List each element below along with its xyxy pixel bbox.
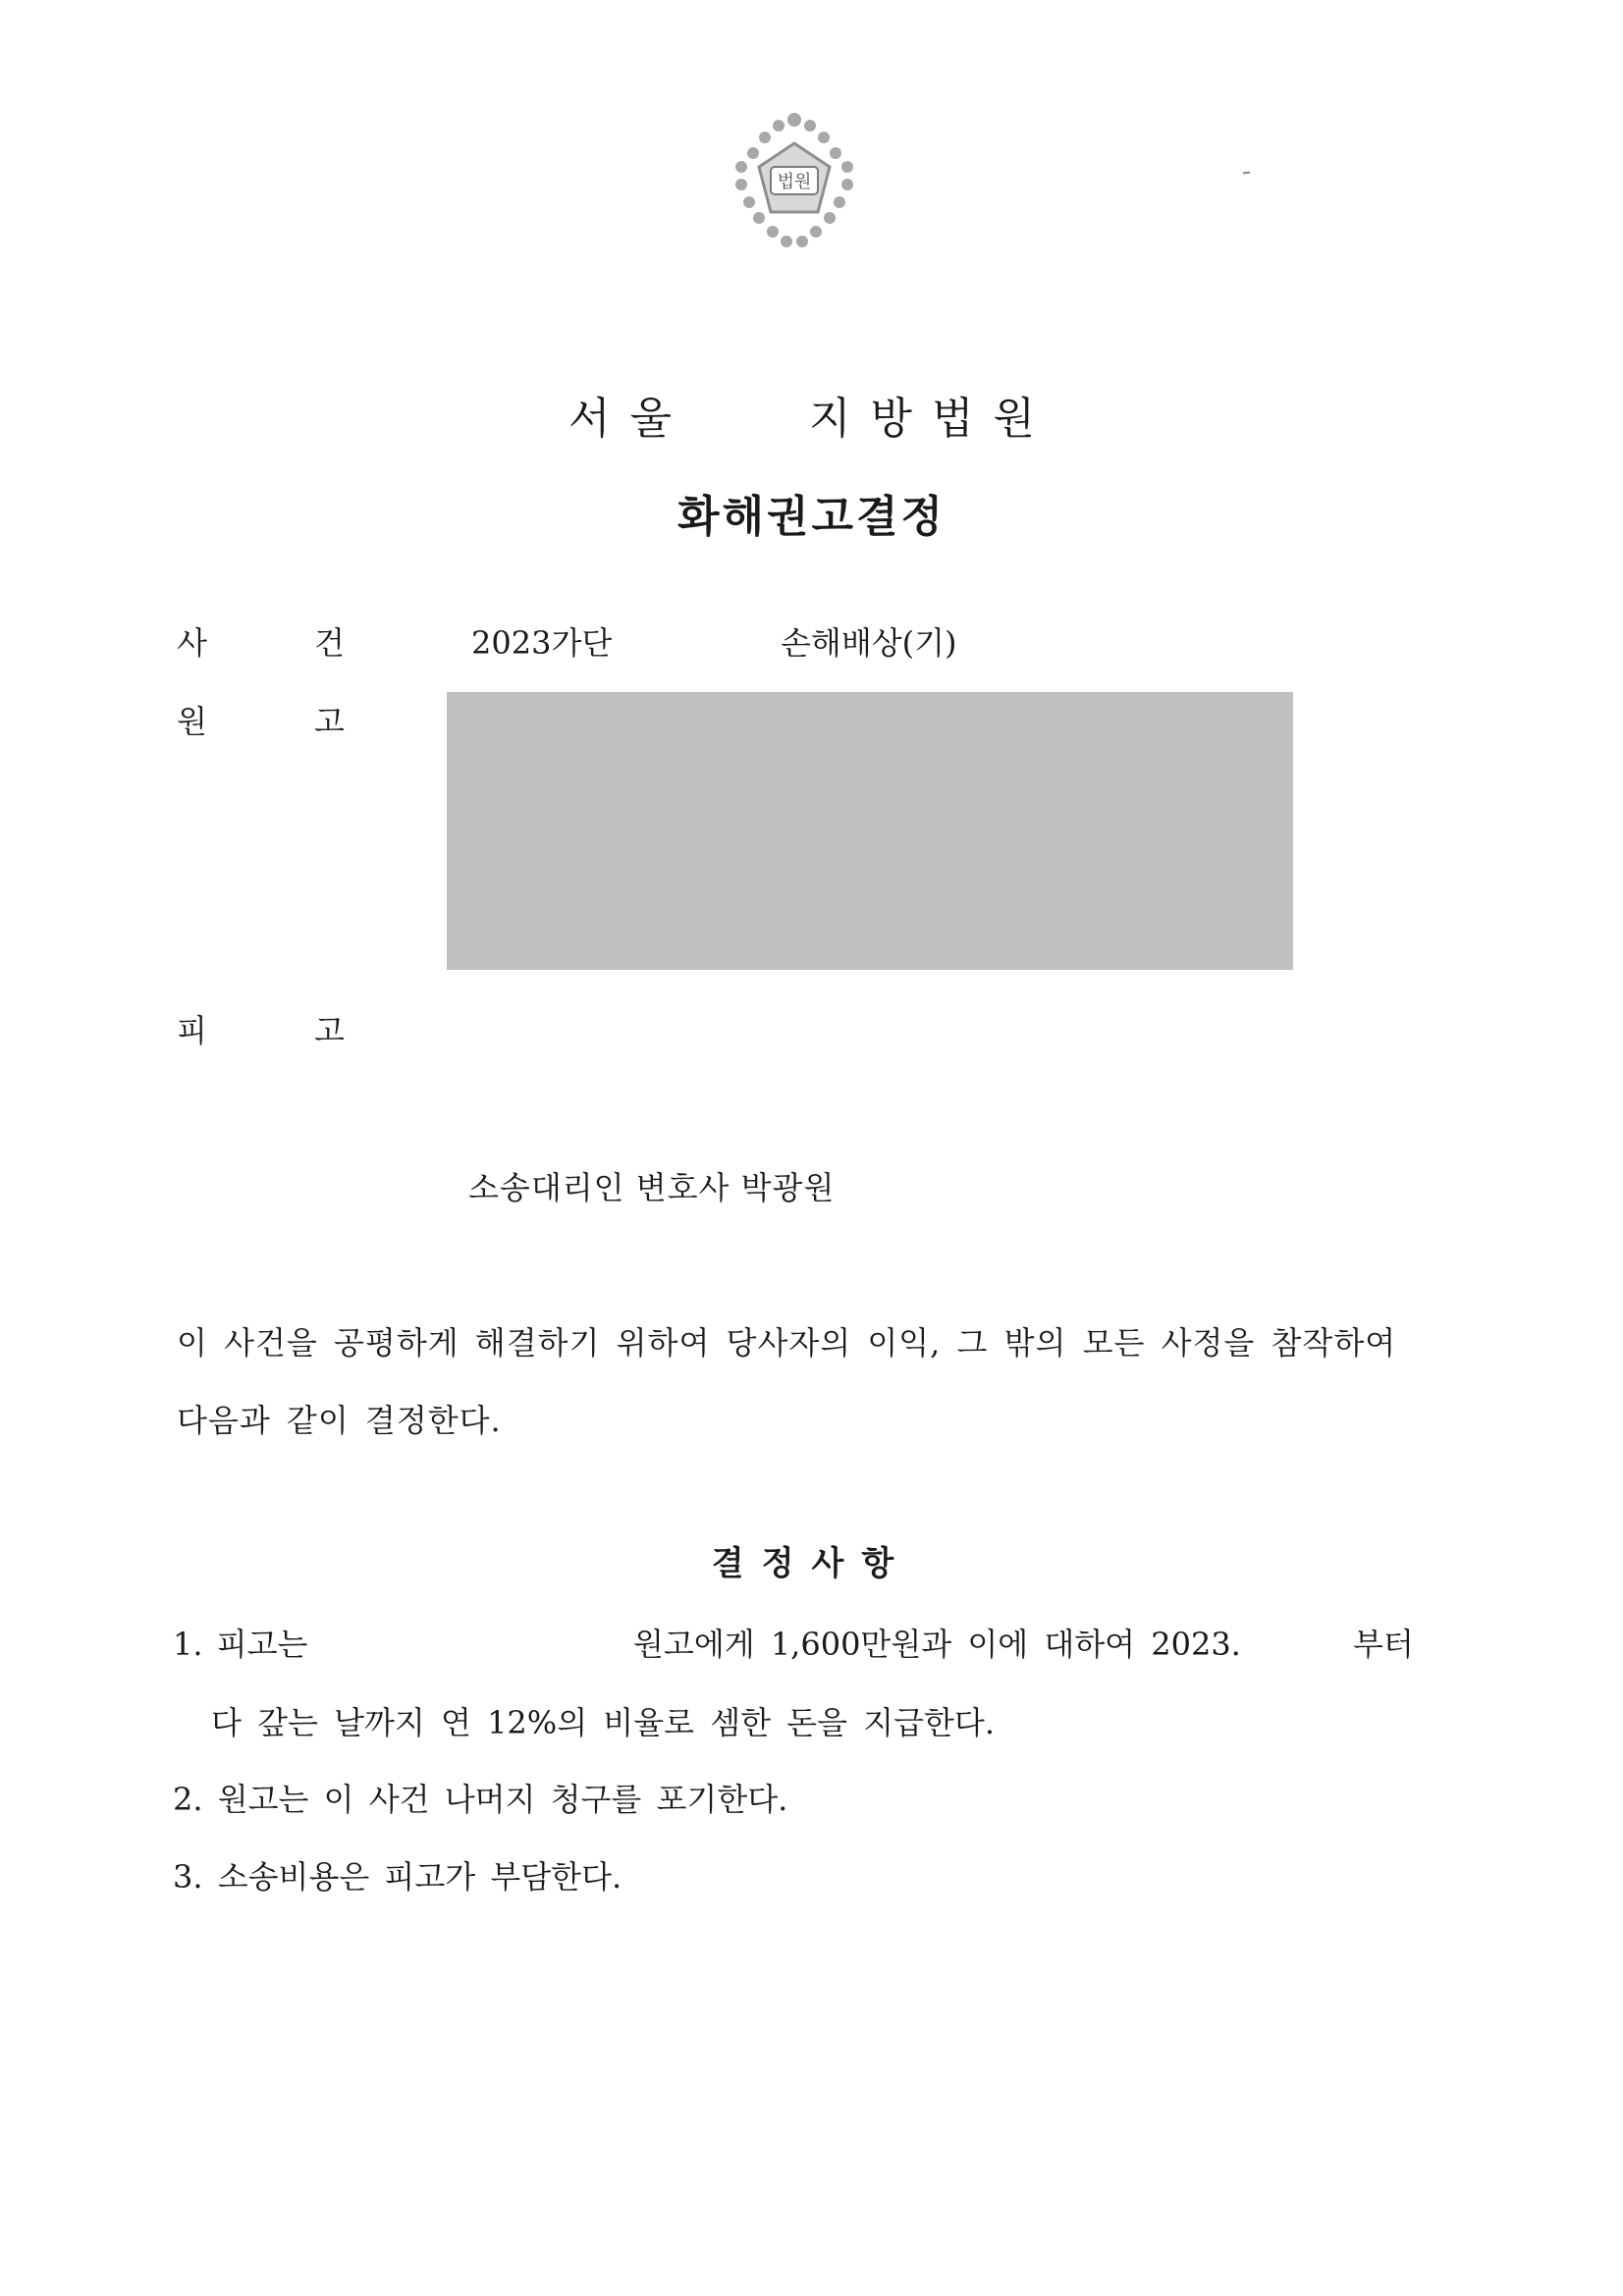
defendant-label-char-1: 피 <box>177 1012 207 1049</box>
decision-item-1-mid: 원고에게 1,600만원과 이에 대하여 2023. <box>633 1626 1241 1663</box>
case-name: 손해배상(기) <box>781 624 957 662</box>
plaintiff-label-char-1: 원 <box>177 703 207 740</box>
court-office: 지방법원 <box>809 394 1055 444</box>
court-seal-icon <box>728 106 861 255</box>
document-title: 화해권고결정 <box>676 492 947 542</box>
case-number: 2023가단 <box>471 624 613 662</box>
decision-item-1-start: 1. 피고는 <box>173 1626 308 1663</box>
court-city: 서울 <box>568 394 691 444</box>
intro-line-1: 이 사건을 공평하게 해결하기 위하여 당사자의 이익, 그 밖의 모든 사정을 참작하여 <box>177 1324 1397 1362</box>
decision-item-3: 3. 소송비용은 피고가 부담한다. <box>173 1858 622 1896</box>
defendant-label-char-2: 고 <box>314 1012 345 1049</box>
plaintiff-label-char-2: 고 <box>314 703 345 740</box>
decision-title: 결정사항 <box>711 1544 912 1583</box>
case-label-char-1: 사 <box>177 624 207 662</box>
decision-item-2: 2. 원고는 이 사건 나머지 청구를 포기한다. <box>173 1781 788 1818</box>
decision-item-1-continued: 다 갚는 날까지 연 12%의 비율로 셈한 돈을 지급한다. <box>211 1704 996 1741</box>
case-label-char-2: 건 <box>314 624 345 662</box>
decision-item-1-end: 부터 <box>1353 1626 1414 1663</box>
redaction-box <box>447 692 1293 970</box>
seal-text: 법원 <box>777 172 812 192</box>
attorney-line: 소송대리인 변호사 박광원 <box>468 1169 836 1206</box>
scan-mark <box>1243 172 1250 175</box>
court-name <box>0 383 1623 446</box>
intro-line-2: 다음과 같이 결정한다. <box>177 1402 502 1439</box>
